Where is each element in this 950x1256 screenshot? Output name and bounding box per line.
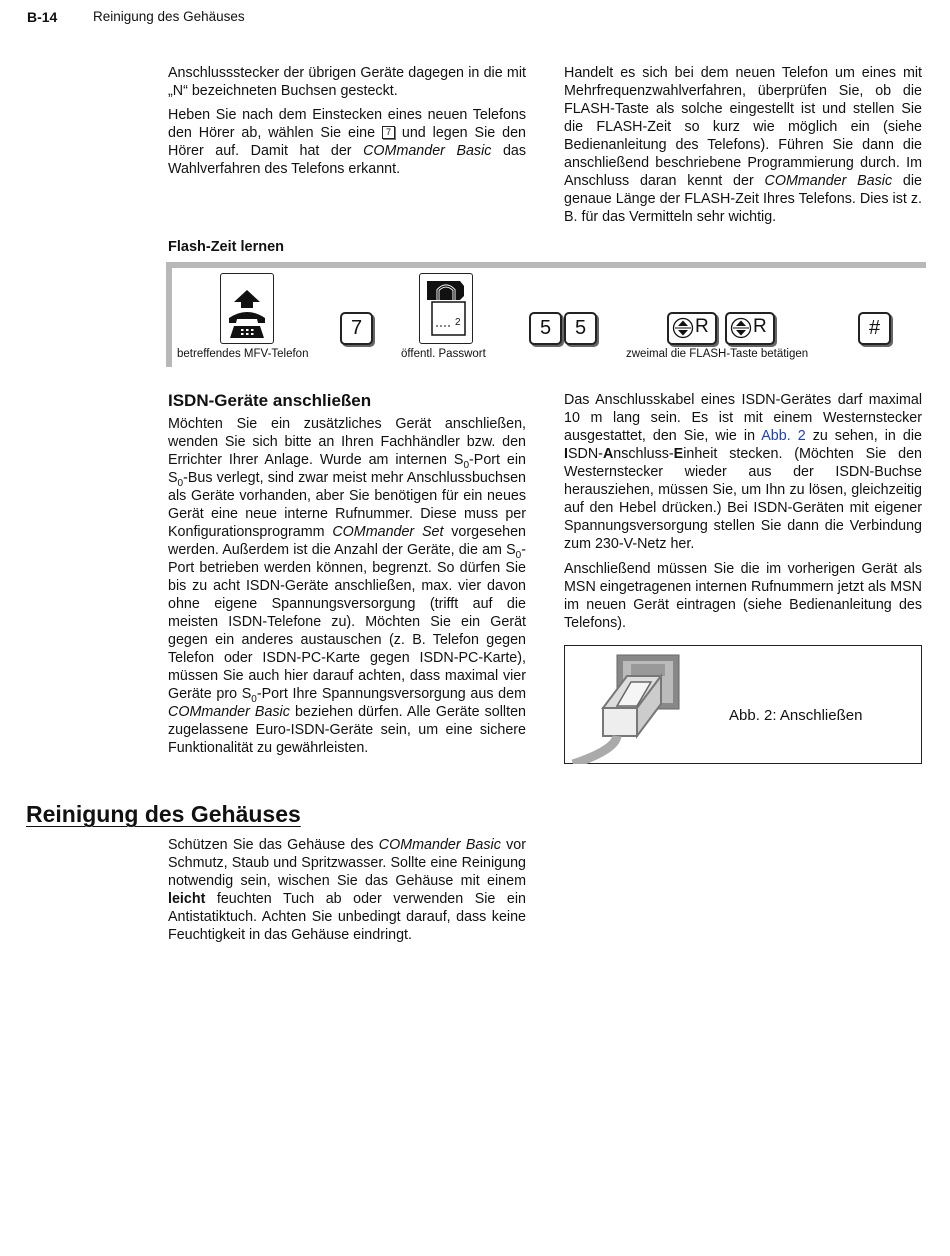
text-span: -Port betrieben werden können, begrenzt. So dürfen Sie bis zu acht ISDN-Geräte anschließen, max. vier davon ohne eigene Spannungsversorgung (trifft auf die meisten ISDN-Telefone zu). Möchten Sie ein Gerät gegen ein anderes austauschen (z. B. Telefon gegen Telefon oder ISDN-PC-Karte gegen ISDN-PC-Karte), müssen Sie auch hier darauf achten, dass maximal vier Geräte pro S <box>168 542 526 702</box>
product-name: COMmander Basic <box>363 143 492 159</box>
text-span: beziehen dürfen. Alle Geräte sollten zugelassene Euro-ISDN-Geräte sein, um eine sichere Funktionalität zu gewährleisten. <box>168 704 526 756</box>
r-key-label: R <box>695 316 709 337</box>
product-name: COMmander Set <box>332 524 444 540</box>
product-name: COMmander Basic <box>378 837 501 853</box>
product-name: COMmander Basic <box>168 704 290 720</box>
lift-handset-icon <box>220 273 274 344</box>
running-header-title: Reinigung des Gehäuses <box>93 9 245 24</box>
text-span: feuchten Tuch ab oder verwenden Sie ein Antistatiktuch. Achten Sie unbedingt darauf, dass keine Feuchtigkeit in das Gehäuse eindringt. <box>168 891 526 943</box>
western-plug-illustration <box>565 646 725 764</box>
subscript: 0 <box>515 549 522 561</box>
text-span: Heben Sie nach dem Einstecken eines neuen Telefons den Hörer ab, wählen Sie eine <box>168 107 526 141</box>
figure-caption: Abb. 2: Anschließen <box>729 707 863 724</box>
figure-box <box>564 645 922 764</box>
subscript: 0 <box>251 693 257 705</box>
cleaning-heading: Reinigung des Gehäuses <box>26 801 301 827</box>
bold-letter: I <box>564 446 568 462</box>
key-5-icon: 5 <box>564 312 597 345</box>
isdn-heading: ISDN-Geräte anschließen <box>168 391 372 410</box>
text-span: -Port Ihre Spannungsversorgung aus dem <box>256 686 526 702</box>
text-span: -Bus verlegt, sind zwar meist mehr Anschlussbuchsen als Geräte vorhanden, aber Sie benötigen für ein neues Gerät eine neue interne Rufnummer. Diese muss per Konfigurationsprogramm <box>168 470 526 540</box>
bold-word: leicht <box>168 891 206 907</box>
text-span: Schützen Sie das Gehäuse des <box>168 837 374 853</box>
isdn-paragraph <box>168 415 526 757</box>
msn-paragraph: Anschließend müssen Sie die im vorherigen Gerät als MSN eingetragenen internen Rufnummern jetzt als MSN im neuen Gerät eintragen (siehe Bedienanleitung des Telefons). <box>564 561 922 631</box>
flash-r-key-icon <box>725 312 775 345</box>
text-span: und legen Sie den Hörer auf. Damit hat der <box>168 125 526 159</box>
password-lock-icon <box>419 273 473 344</box>
text-span: die genaue Länge der FLASH-Zeit Ihres Telefons. Dies ist z. B. für das Vermitteln sehr wichtig. <box>564 173 922 225</box>
key-7-icon: 7 <box>340 312 373 345</box>
hash-key-icon: # <box>858 312 891 345</box>
caption-passwort: öffentl. Passwort <box>401 348 486 360</box>
caption-flash-taste: zweimal die FLASH-Taste betätigen <box>626 348 809 360</box>
key-7-inline-icon: 7 <box>382 126 395 139</box>
lock-digit: 2 <box>455 317 461 328</box>
figure-link[interactable]: Abb. 2 <box>761 428 806 444</box>
flash-section-title: Flash-Zeit lernen <box>168 239 285 255</box>
subscript: 0 <box>463 459 470 471</box>
caption-mfv-telefon: betreffendes MFV-Telefon <box>177 348 309 360</box>
text-span: zu sehen, in die <box>812 428 922 444</box>
intro-paragraph-1: Anschlussstecker der übrigen Geräte dagegen in die mit „N“ bezeichneten Buchsen gesteckt. <box>168 65 526 99</box>
text-span: Handelt es sich bei dem neuen Telefon um eines mit Mehrfrequenzwahlverfahren, überprüfen Sie, ob die FLASH-Taste als solche eingestellt ist und stellen Sie die FLASH-Zeit so kurz wie möglich ein (siehe Bedienanleitung des Telefons). Führen Sie dann die anschließend beschriebene Programmierung durch. Im Anschluss daran kennt der <box>564 65 922 189</box>
text-span: das Wahlverfahren des Telefons erkannt. <box>168 143 526 177</box>
text-span: Möchten Sie ein zusätzliches Gerät anschließen, wenden Sie sich bitte an Ihren Fachhändler bzw. den Errichter Ihrer Anlage. Wurde am internen S <box>168 416 526 468</box>
cleaning-paragraph <box>168 836 526 944</box>
product-name: COMmander Basic <box>764 173 893 189</box>
r-key-label: R <box>753 316 767 337</box>
flash-intro-paragraph <box>564 64 922 226</box>
text-span: nschluss- <box>613 446 674 462</box>
text-span: inheit stecken. (Möchten Sie den Westernstecker wieder aus der ISDN-Buchse herausziehen, müssen Sie, um Ihn zu lösen, gleichzeitig auf den Hebel drücken.) Bei ISDN-Geräten mit eigener Spannungsversorgung stellen Sie dann die Verbindung zum 230-V-Netz her. <box>564 446 922 552</box>
bold-letter: E <box>673 446 684 462</box>
subscript: 0 <box>177 477 184 489</box>
text-span: -Port ein S <box>168 452 526 486</box>
page-number: B-14 <box>27 9 58 25</box>
isdn-cable-paragraph <box>564 391 922 553</box>
text-span: SDN- <box>567 446 603 462</box>
intro-paragraph-2 <box>168 106 526 178</box>
flash-r-key-icon <box>667 312 717 345</box>
text-span: Das Anschlusskabel eines ISDN-Gerätes darf maximal 10 m lang sein. Es ist mit einem Westernstecker ausgestattet, den Sie, wie in <box>564 392 922 444</box>
bold-letter: A <box>602 446 614 462</box>
text-span: vor Schmutz, Staub und Spritzwasser. Sollte eine Reinigung notwendig sein, wischen Sie das Gehäuse mit einem <box>168 837 526 889</box>
text-span: vorgesehen werden. Außerdem ist die Anzahl der Geräte, die am S <box>168 524 526 558</box>
key-5-icon: 5 <box>529 312 562 345</box>
